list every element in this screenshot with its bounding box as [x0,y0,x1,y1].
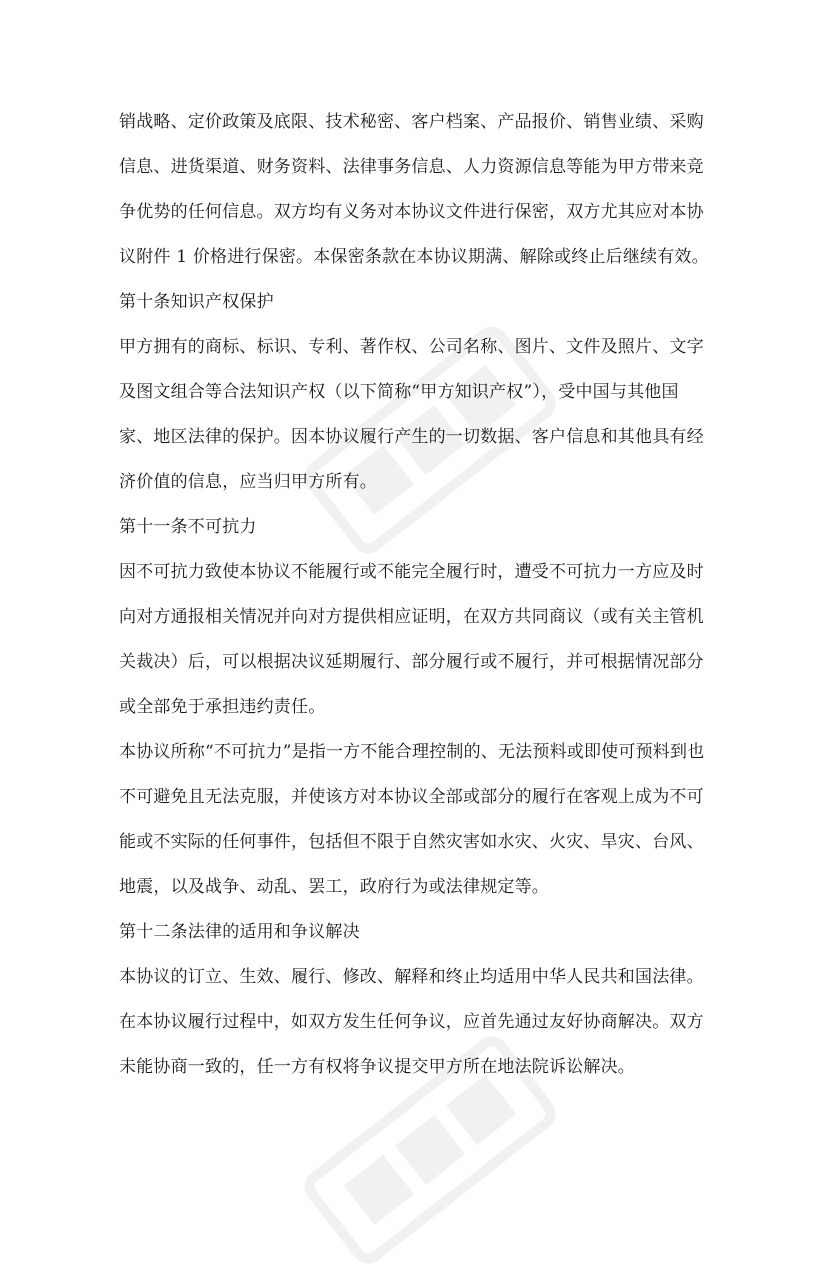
paragraph-ip-protection: 甲方拥有的商标、标识、专利、著作权、公司名称、图片、文件及照片、文字及图文组合等合法知识产权（以下简称“甲方知识产权”），受中国与其他国家、地区法律的保护。因本协议履行产生的一切数据、客户信息和其他具有经济价值的信息，应当归甲方所有。 [119,337,704,492]
heading-article-11: 第十一条不可抗力 [119,517,257,537]
paragraph-confidentiality-continued: 销战略、定价政策及底限、技术秘密、客户档案、产品报价、销售业绩、采购信息、进货渠道、财务资料、法律事务信息、人力资源信息等能为甲方带来竞争优势的任何信息。双方均有义务对本协议文件进行保密，双方尤其应对本协议附件 1 价格进行保密。本保密条款在本协议期满、解除或终止后继续有效。 [119,112,709,267]
paragraph-dispute-resolution: 在本协议履行过程中，如双方发生任何争议，应首先通过友好协商解决。双方未能协商一致的，任一方有权将争议提交甲方所在地法院诉讼解决。 [119,1012,704,1077]
document-body [119,100,711,1090]
paragraph-force-majeure: 因不可抗力致使本协议不能履行或不能完全履行时，遭受不可抗力一方应及时向对方通报相关情况并向对方提供相应证明，在双方共同商议（或有关主管机关裁决）后，可以根据决议延期履行、部分履行或不履行，并可根据情况部分或全部免于承担违约责任。 [119,562,704,717]
paragraph-force-majeure-definition: 本协议所称“不可抗力”是指一方不能合理控制的、无法预料或即使可预料到也不可避免且无法克服，并使该方对本协议全部或部分的履行在客观上成为不可能或不实际的任何事件，包括但不限于自然灾害如水灾、火灾、旱灾、台风、地震，以及战争、动乱、罢工，政府行为或法律规定等。 [119,742,705,897]
heading-article-12: 第十二条法律的适用和争议解决 [119,922,360,942]
heading-article-10: 第十条知识产权保护 [119,292,274,312]
paragraph-governing-law: 本协议的订立、生效、履行、修改、解释和终止均适用中华人民共和国法律。 [119,967,704,987]
